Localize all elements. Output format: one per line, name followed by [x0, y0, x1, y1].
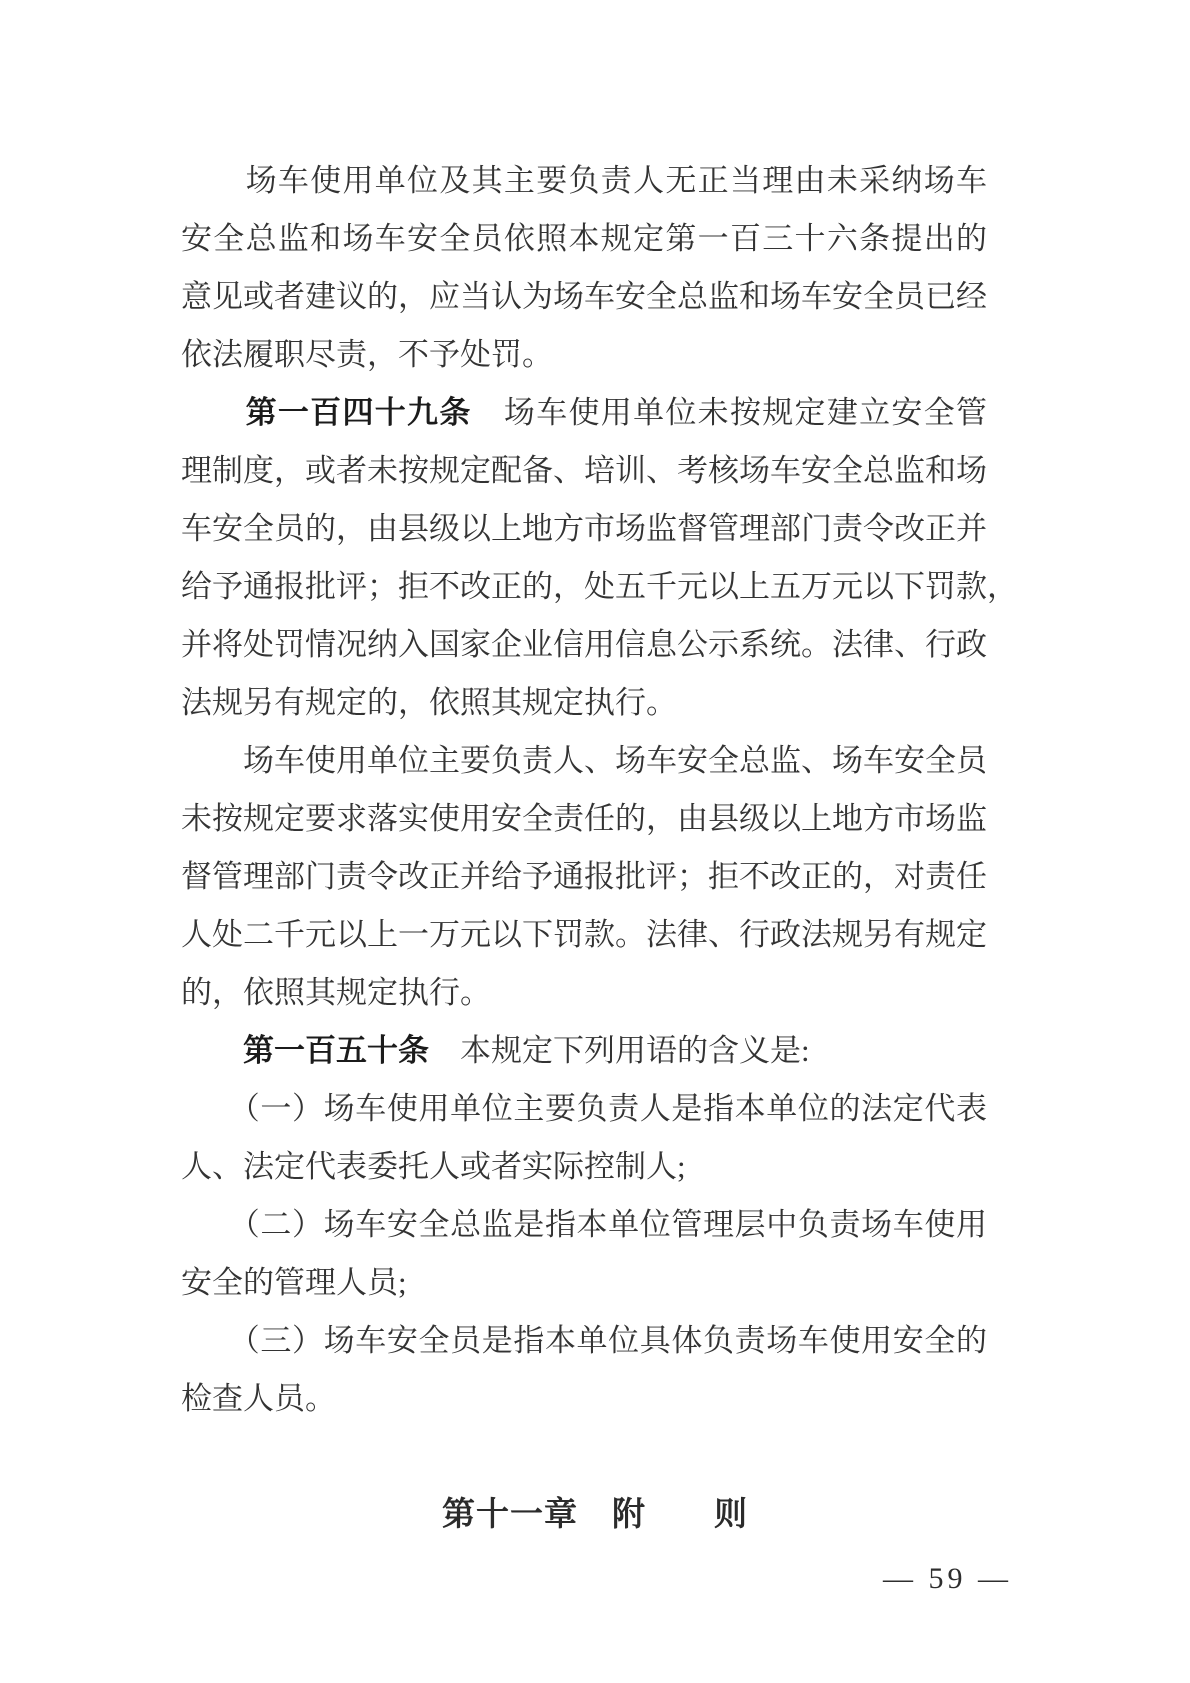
text-line: [181, 1080, 987, 1138]
document-body: [181, 152, 1018, 1428]
text-line: [181, 1312, 987, 1370]
article-number-label: 第一百四十九条: [245, 395, 472, 430]
text-segment: 人、法定代表委托人或者实际控制人;: [181, 1149, 686, 1184]
text-segment: 理制度，或者未按规定配备、培训、考核场车安全总监和场: [181, 453, 987, 488]
text-line: [181, 500, 987, 558]
text-line: [181, 1196, 987, 1254]
text-line: [181, 1138, 987, 1196]
text-line: [181, 732, 987, 790]
text-segment: 人处二千元以上一万元以下罚款。法律、行政法规另有规定: [181, 917, 987, 952]
text-segment: [181, 1033, 243, 1068]
text-segment: [181, 395, 246, 430]
text-segment: 本规定下列用语的含义是:: [429, 1033, 810, 1068]
text-segment: 督管理部门责令改正并给予通报批评；拒不改正的，对责任: [181, 859, 987, 894]
text-segment: 场车使用单位及其主要负责人无正当理由未采纳场车: [181, 163, 987, 198]
text-line: [181, 210, 987, 268]
text-line: [181, 674, 987, 732]
text-segment: 场车使用单位未按规定建立安全管: [471, 395, 988, 430]
text-line: [181, 442, 987, 500]
text-line: [181, 1254, 987, 1312]
text-line: [181, 268, 987, 326]
text-segment: 给予通报批评；拒不改正的，处五千元以上五万元以下罚款，: [181, 569, 1018, 604]
text-segment: 安全总监和场车安全员依照本规定第一百三十六条提出的: [181, 221, 987, 256]
text-line: [181, 384, 987, 442]
text-line: [181, 1370, 987, 1428]
text-segment: （一）场车使用单位主要负责人是指本单位的法定代表: [181, 1091, 987, 1126]
text-line: [181, 906, 987, 964]
text-line: [181, 1022, 987, 1080]
text-line: [181, 848, 987, 906]
text-segment: 车安全员的，由县级以上地方市场监督管理部门责令改正并: [181, 511, 987, 546]
article-number-label: 第一百五十条: [243, 1033, 429, 1068]
text-segment: 未按规定要求落实使用安全责任的，由县级以上地方市场监: [181, 801, 987, 836]
page-number: — 59 —: [883, 1562, 1012, 1595]
text-line: [181, 558, 1018, 616]
text-segment: 依法履职尽责，不予处罚。: [181, 337, 553, 372]
text-line: [181, 326, 987, 384]
text-line: [181, 152, 987, 210]
text-segment: 并将处罚情况纳入国家企业信用信息公示系统。法律、行政: [181, 627, 987, 662]
text-segment: 安全的管理人员;: [181, 1265, 407, 1300]
text-segment: 意见或者建议的，应当认为场车安全总监和场车安全员已经: [181, 279, 987, 314]
text-segment: 法规另有规定的，依照其规定执行。: [181, 685, 677, 720]
text-line: [181, 964, 987, 1022]
text-segment: 场车使用单位主要负责人、场车安全总监、场车安全员: [181, 743, 987, 778]
text-segment: 检查人员。: [181, 1381, 336, 1416]
text-segment: 的，依照其规定执行。: [181, 975, 491, 1010]
chapter-heading: 第十一章 附 则: [442, 1495, 748, 1532]
text-line: [181, 616, 987, 674]
text-segment: （二）场车安全总监是指本单位管理层中负责场车使用: [181, 1207, 987, 1242]
text-line: [181, 790, 987, 848]
text-segment: （三）场车安全员是指本单位具体负责场车使用安全的: [181, 1323, 987, 1358]
